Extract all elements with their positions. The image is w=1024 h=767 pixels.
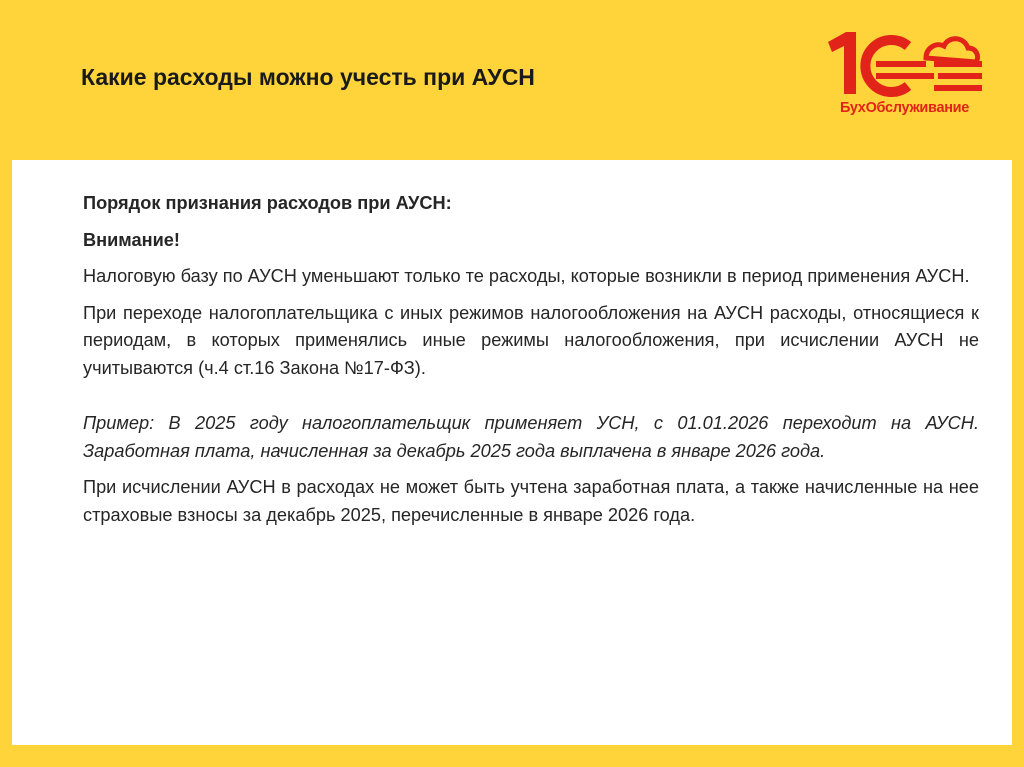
paragraph-3: При исчислении АУСН в расходах не может быть учтена заработная плата, а также начисленные на нее страховые взносы за декабрь 2025, перечисленные в январе 2026 года. <box>83 477 979 525</box>
slide-title: Какие расходы можно учесть при АУСН <box>81 64 535 90</box>
logo-caption: БухОбслуживание <box>839 100 970 116</box>
example-paragraph: Пример: В 2025 году налогоплательщик применяет УСН, с 01.01.2026 переходит на АУСН. Заработная плата, начисленная за декабрь 2025 года выплачена в январе 2026 года. <box>83 413 979 461</box>
paragraph-1: Налоговую базу по АУСН уменьшают только те расходы, которые возникли в период применения АУСН. <box>83 266 970 286</box>
attention-label: Внимание! <box>83 229 180 250</box>
section-heading: Порядок признания расходов при АУСН: <box>83 193 452 213</box>
content-panel <box>12 160 1012 745</box>
brand-logo <box>822 28 987 128</box>
content-text <box>83 190 979 538</box>
paragraph-2: При переходе налогоплательщика с иных режимов налогообложения на АУСН расходы, относящиеся к периодам, в которых применялись иные режимы налогообложения, при исчислении АУСН не учитываются (ч.4 ст.16 Закона №17-ФЗ). <box>83 302 979 378</box>
1c-logo-icon <box>822 28 987 100</box>
slide-header <box>0 0 1024 160</box>
